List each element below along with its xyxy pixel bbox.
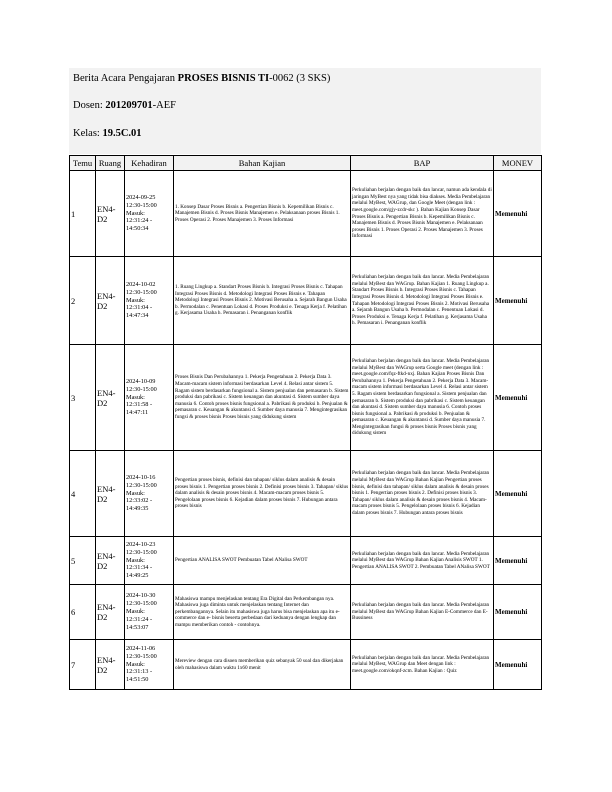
cell-ruang: EN4-D2 [96, 171, 125, 257]
course-name: PROSES BISNIS TI [177, 73, 270, 84]
masuk-label: Masuk: [126, 556, 145, 564]
masuk-time: 12:31:24 - 14:50:34 [126, 217, 153, 233]
masuk-time: 12:31:04 - 14:47:34 [126, 304, 153, 320]
cell-bahan-kajian: 1. Konsep Dasar Proses Bisnis a. Pengertian Bisnis b. Kepemilikan Bisnis c. Manajemen Bisnis d. Proses Bisnis Manajemen e. Pelaksanaan proses Bisnis 1. Proses Operasi 2. Proses Manajemen 3. Proses Informasi [174, 171, 351, 257]
cell-ruang: EN4-D2 [96, 640, 125, 690]
cell-temu: 1 [70, 171, 96, 257]
document-title [73, 73, 330, 84]
masuk-time: 12:33:02 - 14:49:35 [126, 497, 153, 513]
col-kehadiran: Kehadiran [125, 156, 174, 171]
table-header-row [70, 156, 542, 171]
meeting-time: 12:30-15:00 [126, 652, 157, 660]
masuk-time: 12:31:34 - 14:49:25 [126, 564, 153, 580]
table-row [70, 171, 542, 257]
cell-kehadiran [125, 345, 174, 451]
course-code: -0062 (3 SKS) [269, 73, 331, 84]
col-bahan-kajian: Bahan Kajian [174, 156, 351, 171]
cell-temu: 5 [70, 537, 96, 585]
masuk-time: 12:31:13 - 14:51:50 [126, 668, 153, 684]
lecturer-line [73, 100, 176, 111]
table-row [70, 640, 542, 690]
table-row [70, 451, 542, 537]
masuk-label: Masuk: [126, 660, 145, 668]
cell-kehadiran [125, 640, 174, 690]
col-monev: MONEV [494, 156, 542, 171]
masuk-label: Masuk: [126, 209, 145, 217]
col-temu: Temu [70, 156, 96, 171]
cell-bap: Perkuliahan berjalan dengan baik dan lancar. Media Pembelajaran melalui MyBest dan WAGrup serta Google meet (dengan link : meet.google.com/fqz-ftkd-nxj. Bahan Kajian Proses Bisnis Dan Perubahannya 1. Pekerja Pengetahuan 2. Pekerja Data 3. Macam-macam sistem informasi berdasarkan Level 4. Relasi antar sistem 5. Ragam sistem berdasarkan fungsional a. Sistem penjualan dan pemasaran b. Sistem produksi dan pabrikasi c. Sistem keuangan dan akuntasi d. Sistem sumber daya manusia 6. Contoh proses bisnis fungsional a. Pabrikasi & produksi b. Penjualan & pemasaran c. Keuangan & akuntansi d. Sumber daya manusia 7. Mengintegrasikan fungsi & proses bisnis Proses bisnis yang didukung sistem [351, 345, 494, 451]
cell-monev: Memenuhi [494, 640, 542, 690]
cell-monev: Memenuhi [494, 585, 542, 640]
cell-ruang: EN4-D2 [96, 537, 125, 585]
table-row [70, 257, 542, 345]
col-ruang: Ruang [96, 156, 125, 171]
class-label: Kelas: [73, 128, 103, 139]
meeting-time: 12:30-15:00 [126, 385, 157, 393]
meeting-date: 2024-09-25 [126, 193, 156, 201]
cell-temu: 4 [70, 451, 96, 537]
meeting-time: 12:30-15:00 [126, 288, 157, 296]
meeting-time: 12:30-15:00 [126, 548, 157, 556]
table-row [70, 537, 542, 585]
cell-bahan-kajian: Pengertian ANALISA SWOT Pembuatan Tabel ANalisa SWOT [174, 537, 351, 585]
masuk-label: Masuk: [126, 608, 145, 616]
cell-bahan-kajian: Mereview dengan cara disoen memberikan quiz sebanyak 50 soal dan dikerjakan oleh mahasiswa dalam waktu 1x60 menit [174, 640, 351, 690]
cell-ruang: EN4-D2 [96, 257, 125, 345]
cell-bahan-kajian: 1. Ruang Lingkup a. Standart Proses Bisnis b. Integrasi Proses Bisnis c. Tahapan Integrasi Proses Bisnis d. Metodologi Integrasi Proses Bisnis e. Tahapan Metodologi Integrasi Proses Bisnis 2. Motivasi Berusaha a. Sejarah Bangun Usaha b. Permodalan c. Penentuan Lokasi d. Proses Produksi e. Tenaga Kerja f. Pelatihan g. Kerjasama Usaha h. Pemasaran i. Penanganan konflik [174, 257, 351, 345]
masuk-label: Masuk: [126, 489, 145, 497]
meeting-date: 2024-10-09 [126, 377, 156, 385]
cell-monev: Memenuhi [494, 345, 542, 451]
document-header [69, 68, 541, 154]
col-bap: BAP [351, 156, 494, 171]
cell-kehadiran [125, 257, 174, 345]
meeting-date: 2024-10-16 [126, 473, 156, 481]
table-row [70, 345, 542, 451]
cell-ruang: EN4-D2 [96, 345, 125, 451]
title-prefix: Berita Acara Pengajaran [73, 73, 178, 84]
cell-monev: Memenuhi [494, 537, 542, 585]
cell-bahan-kajian: Mahasiswa mampu menjelaskan tentang Era Digital dan Perkembangan nya. Mahasiswa juga diminta untuk menjelaskan tentang Internet dan perkembangannya. Selain itu mahasiswa juga harus bisa menjelaskan apa itu e- commerce dan e- bisnis beserta perbedaan dari keduanya dengan lengkap dan mampu memberikan contoh - contohnya. [174, 585, 351, 640]
meeting-date: 2024-10-30 [126, 592, 156, 600]
lecturer-id: 201209701 [105, 100, 153, 111]
masuk-time: 12:31:58 - 14:47:11 [126, 401, 153, 417]
meeting-date: 2024-11-06 [126, 644, 156, 652]
cell-bahan-kajian: Pengertian proses bisnis, definisi dan tahapan/ siklus dalam analisis & desain proses bisnis 1. Pengertian proses bisnis 2. Definisi proses bisnis 3. Tahapan/ siklus dalam analisis & desain proses bisnis 4. Macam-macam proses bisnis 5. Pengelolaan proses bisnis 6. Kejadian dalam proses bisnis 7. Hubungan antara proses bisnis [174, 451, 351, 537]
cell-bap: Perkuliahan berjalan dengan baik dan lancar. Media Pembelajaran melalui MyBest dan WAGrup Bahan Kajian Pengertian proses bisnis, definisi dan tahapan/ siklus dalam analisis & desain proses bisnis 1. Pengertian proses bisnis 2. Definisi proses bisnis 3. Tahapan/ siklus dalam analisis & desain proses bisnis 4. Macam-macam proses bisnis 5. Pengelolaan proses bisnis 6. Kejadian dalam proses bisnis 7. Hubungan antara proses bisnis [351, 451, 494, 537]
meeting-time: 12:30-15:00 [126, 481, 157, 489]
cell-bap: Perkuliahan berjalan dengan baik dan lancar. Media Pembelajaran melalui MyBest, WAGrup dan Meet dengan link : meet.google.com/okqnf-zcm. Bahan Kajian : Quiz [351, 640, 494, 690]
class-line [73, 128, 142, 139]
meeting-time: 12:30-15:00 [126, 201, 157, 209]
cell-kehadiran [125, 585, 174, 640]
masuk-time: 12:31:24 - 14:53:07 [126, 615, 153, 631]
cell-ruang: EN4-D2 [96, 451, 125, 537]
cell-kehadiran [125, 537, 174, 585]
cell-temu: 7 [70, 640, 96, 690]
cell-monev: Memenuhi [494, 257, 542, 345]
cell-monev: Memenuhi [494, 171, 542, 257]
lecturer-label: Dosen: [73, 100, 106, 111]
cell-bap: Perkuliahan berjalan dengan baik dan lancar. Media Pembelajaran melalui MyBest dan WAGrup. Bahan Kajian 1. Ruang Lingkup a. Standart Proses Bisnis b. Integrasi Proses Bisnis c. Tahapan Integrasi Proses Bisnis d. Metodologi Integrasi Proses Bisnis e. Tahapan Metodologi Integrasi Proses Bisnis 2. Motivasi Berusaha a. Sejarah Bangun Usaha b. Permodalan c. Penentuan Lokasi d. Proses Produksi e. Tenaga Kerja f. Pelatihan g. Kerjasama Usaha h. Pemasaran i. Penanganan konflik [351, 257, 494, 345]
cell-ruang: EN4-D2 [96, 585, 125, 640]
cell-kehadiran [125, 171, 174, 257]
meeting-time: 12:30-15:00 [126, 600, 157, 608]
cell-bap: Perkuliahan berjalan dengan baik dan lancar. Media Pembelajaran melalui MyBest dan WAGrup Bahan Kajian Analisis SWOT 1. Pengertian ANALISA SWOT 2. Pembuatan Tabel ANalisa SWOT [351, 537, 494, 585]
table-row [70, 585, 542, 640]
cell-bap: Perkuliahan berjalan dengan baik dan lancar. Media Pembelajaran melalui MyBest dan WAGrup Bahan Kajian E-Commerce dan E-Bussiness [351, 585, 494, 640]
cell-kehadiran [125, 451, 174, 537]
cell-temu: 3 [70, 345, 96, 451]
class-value: 19.5C.01 [102, 128, 142, 139]
lecturer-code: -AEF [152, 100, 176, 111]
masuk-label: Masuk: [126, 393, 145, 401]
meeting-date: 2024-10-02 [126, 280, 156, 288]
cell-bap: Perkuliahan berjalan dengan baik dan lancar, namun ada kendala di jaringan MyBest nya yang tidak bisa diakses. Media Pembelajaran melalui MyBest, WAGrup, dan Google Meet (dengan link : meet.google.com/gjy-zcdr-skc ). Bahan Kajian Konsep Dasar Proses Bisnis a. Pengertian Bisnis b. Kepemilikan Bisnis c. Manajemen Bisnis d. Proses Bisnis Manajemen e. Pelaksanaan proses Bisnis 1. Proses Operasi 2. Proses Manajemen 3. Proses Informasi [351, 171, 494, 257]
cell-monev: Memenuhi [494, 451, 542, 537]
masuk-label: Masuk: [126, 296, 145, 304]
cell-temu: 2 [70, 257, 96, 345]
meeting-date: 2024-10-23 [126, 540, 156, 548]
attendance-table [69, 155, 542, 690]
cell-bahan-kajian: Proses Bisnis Dan Perubahannya 1. Pekerja Pengetahuan 2. Pekerja Data 3. Macam-macam sistem informasi berdasarkan Level 4. Relasi antar sistem 5. Ragam sistem berdasarkan fungsional a. Sistem penjualan dan pemasaran b. Sistem produksi dan pabrikasi c. Sistem keuangan dan akuntasi d. Sistem sumber daya manusia 6. Contoh proses bisnis fungsional a. Pabrikasi & produksi b. Penjualan & pemasaran c. Keuangan & akuntansi d. Sumber daya manusia 7. Mengintegrasikan fungsi & proses bisnis Proses bisnis yang didukung sistem [174, 345, 351, 451]
cell-temu: 6 [70, 585, 96, 640]
